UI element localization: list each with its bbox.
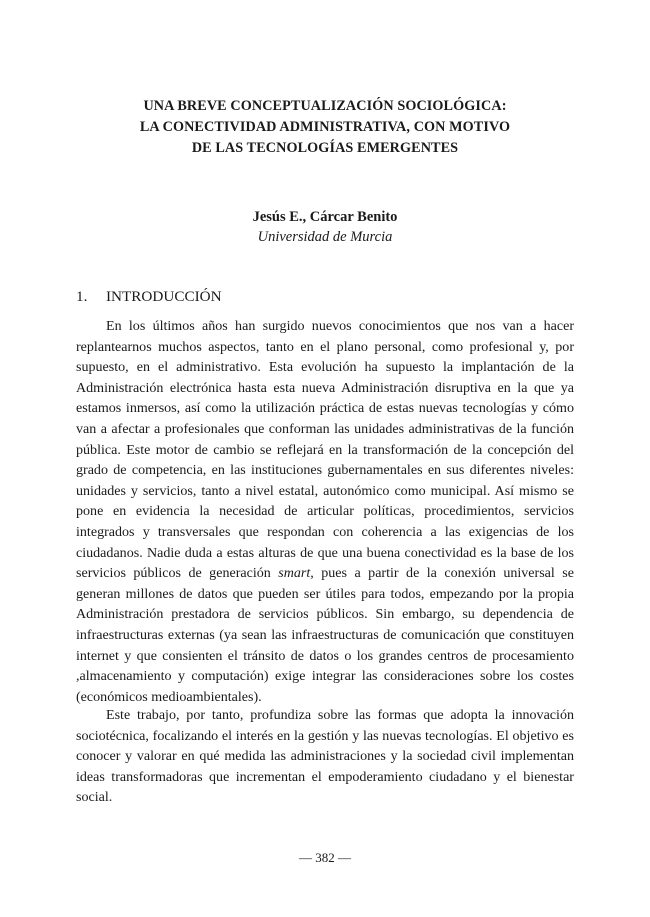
page-number: — 382 — — [299, 850, 351, 865]
paragraph-1-italic-term: smart — [278, 565, 311, 582]
title-line-3: DE LAS TECNOLOGÍAS EMERGENTES — [191, 140, 459, 156]
paragraph-text — [76, 316, 574, 707]
section-heading — [76, 287, 222, 307]
body-paragraph-1 — [76, 316, 574, 707]
section-title: INTRODUCCIÓN — [106, 288, 222, 305]
author-name: Jesús E., Cárcar Benito — [252, 209, 398, 225]
paragraph-2-text: Este trabajo, por tanto, profundiza sobre las formas que adopta la innovación sociotécnica, focalizando el interés en la gestión y las nuevas tecnologías. El objetivo es conocer y valorar en qué medida las administraciones y la sociedad civil implementan ideas transformadoras que incrementan el empoderamiento ciudadano y el bienestar social. — [76, 707, 574, 806]
body-paragraph-2 — [76, 705, 574, 808]
paper-title — [0, 96, 650, 159]
title-line-2: LA CONECTIVIDAD ADMINISTRATIVA, CON MOTIVO — [139, 119, 511, 135]
paragraph-1-text-a: En los últimos años han surgido nuevos conocimientos que nos van a hacer replantearnos muchos aspectos, tanto en el plano personal, como profesional y, por supuesto, en el administrativo. Esta evolución ha supuesto la implantación de la Administración electrónica hasta esta nueva Administración disruptiva en la que ya estamos inmersos, así como la utilización práctica de estas nuevas tecnologías y cómo van a afectar a profesionales que conforman las unidades administrativas de la función pública. Este motor de cambio se reflejará en la transformación de la concepción del grado de competencia, en las instituciones gubernamentales en sus diferentes niveles: unidades y servicios, tanto a nivel estatal, autonómico como municipal. Así mismo se pone en evidencia la necesidad de articular políticas, procedimientos, servicios integrados y transversales que respondan con coherencia a las exigencias de los ciudadanos. Nadie duda a estas alturas de que una buena conectividad es la base de los servicios públicos de generación — [76, 318, 574, 582]
paragraph-1-text-b: , pues a partir de la conexión universal se generan millones de datos que pueden ser útiles para todos, empezando por la propia Administración prestadora de servicios públicos. Sin embargo, su dependencia de infraestructuras externas (ya sean las infraestructuras de comunicación que constituyen internet y que consienten el tránsito de datos o los grandes centros de procesamiento ,almacenamiento y computación) exige integrar las consideraciones sobre los costes (económicos medioambientales). — [76, 565, 574, 705]
author-block — [0, 207, 650, 247]
title-line-1: UNA BREVE CONCEPTUALIZACIÓN SOCIOLÓGICA: — [143, 98, 507, 114]
section-number: 1. — [76, 288, 88, 305]
author-affiliation: Universidad de Murcia — [257, 229, 393, 245]
